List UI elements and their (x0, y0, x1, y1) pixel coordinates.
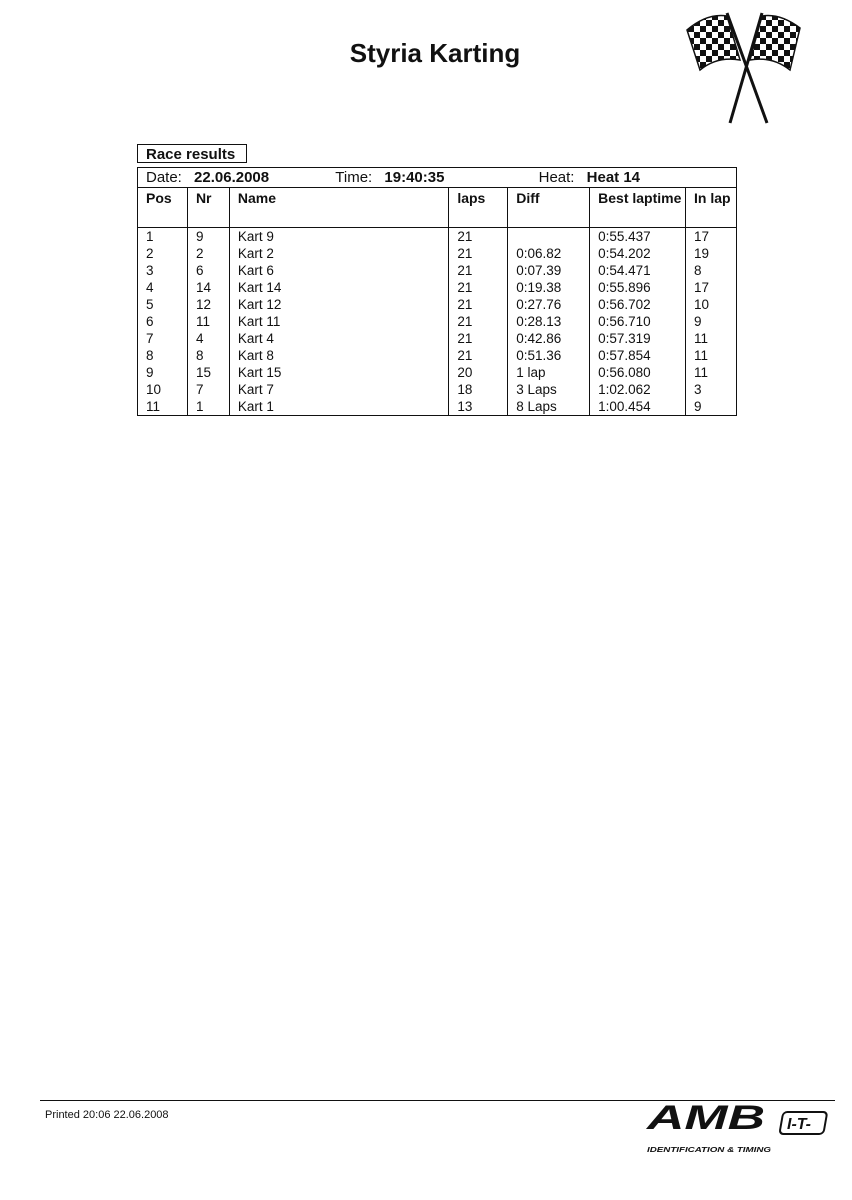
cell-laps: 21 (449, 279, 508, 296)
cell-nr: 14 (187, 279, 229, 296)
cell-name: Kart 2 (229, 245, 448, 262)
cell-best-laptime: 0:54.202 (590, 245, 686, 262)
cell-diff: 1 lap (508, 364, 590, 381)
cell-best-laptime: 1:02.062 (590, 381, 686, 398)
cell-in-lap: 17 (686, 279, 737, 296)
cell-laps: 21 (449, 313, 508, 330)
cell-pos: 11 (138, 398, 188, 416)
cell-nr: 1 (187, 398, 229, 416)
cell-laps: 21 (449, 245, 508, 262)
cell-diff: 0:51.36 (508, 347, 590, 364)
cell-diff: 0:27.76 (508, 296, 590, 313)
cell-nr: 12 (187, 296, 229, 313)
date-value: 22.06.2008 (194, 169, 270, 186)
cell-best-laptime: 0:57.854 (590, 347, 686, 364)
cell-name: Kart 4 (229, 330, 448, 347)
table-row (138, 381, 737, 398)
cell-diff: 0:06.82 (508, 245, 590, 262)
cell-pos: 4 (138, 279, 188, 296)
cell-in-lap: 10 (686, 296, 737, 313)
cell-laps: 21 (449, 262, 508, 279)
cell-diff: 0:07.39 (508, 262, 590, 279)
cell-pos: 1 (138, 228, 188, 246)
cell-best-laptime: 0:54.471 (590, 262, 686, 279)
cell-pos: 10 (138, 381, 188, 398)
footer-divider (40, 1100, 835, 1101)
col-nr: Nr (187, 188, 229, 228)
cell-name: Kart 6 (229, 262, 448, 279)
cell-name: Kart 15 (229, 364, 448, 381)
results-table (137, 167, 737, 416)
cell-name: Kart 8 (229, 347, 448, 364)
cell-pos: 9 (138, 364, 188, 381)
cell-pos: 3 (138, 262, 188, 279)
time-value: 19:40:35 (384, 169, 445, 186)
cell-pos: 8 (138, 347, 188, 364)
cell-laps: 21 (449, 347, 508, 364)
table-row (138, 398, 737, 416)
table-row (138, 313, 737, 330)
cell-diff: 8 Laps (508, 398, 590, 416)
cell-name: Kart 14 (229, 279, 448, 296)
cell-nr: 15 (187, 364, 229, 381)
cell-in-lap: 9 (686, 398, 737, 416)
cell-nr: 7 (187, 381, 229, 398)
svg-text:IDENTIFICATION & TIMING: IDENTIFICATION & TIMING (647, 1147, 772, 1154)
cell-name: Kart 11 (229, 313, 448, 330)
cell-nr: 4 (187, 330, 229, 347)
cell-diff: 3 Laps (508, 381, 590, 398)
cell-diff: 0:19.38 (508, 279, 590, 296)
table-row (138, 364, 737, 381)
col-laps: laps (449, 188, 508, 228)
table-row (138, 245, 737, 262)
cell-nr: 11 (187, 313, 229, 330)
heat-label: Heat: (538, 169, 575, 186)
info-row (138, 168, 737, 188)
cell-laps: 13 (449, 398, 508, 416)
cell-in-lap: 17 (686, 228, 737, 246)
cell-best-laptime: 0:57.319 (590, 330, 686, 347)
amb-logo (645, 1102, 835, 1158)
cell-in-lap: 11 (686, 347, 737, 364)
cell-laps: 21 (449, 330, 508, 347)
cell-name: Kart 12 (229, 296, 448, 313)
col-pos: Pos (138, 188, 188, 228)
cell-nr: 8 (187, 347, 229, 364)
col-best-laptime: Best laptime (590, 188, 686, 228)
checkered-flags-icon (682, 8, 807, 128)
cell-pos: 6 (138, 313, 188, 330)
col-name: Name (229, 188, 448, 228)
table-row (138, 330, 737, 347)
cell-best-laptime: 0:56.080 (590, 364, 686, 381)
page-title: Styria Karting (349, 38, 521, 68)
cell-best-laptime: 1:00.454 (590, 398, 686, 416)
cell-in-lap: 11 (686, 330, 737, 347)
date-label: Date: (146, 169, 182, 186)
cell-in-lap: 11 (686, 364, 737, 381)
cell-name: Kart 7 (229, 381, 448, 398)
table-row (138, 347, 737, 364)
cell-laps: 21 (449, 228, 508, 246)
cell-in-lap: 19 (686, 245, 737, 262)
cell-diff: 0:28.13 (508, 313, 590, 330)
col-in-lap: In lap (686, 188, 737, 228)
cell-laps: 20 (449, 364, 508, 381)
table-row (138, 262, 737, 279)
cell-best-laptime: 0:55.896 (590, 279, 686, 296)
cell-best-laptime: 0:56.702 (590, 296, 686, 313)
cell-nr: 9 (187, 228, 229, 246)
printed-timestamp: Printed 20:06 22.06.2008 (45, 1109, 169, 1121)
col-diff: Diff (508, 188, 590, 228)
cell-pos: 7 (138, 330, 188, 347)
cell-best-laptime: 0:55.437 (590, 228, 686, 246)
cell-nr: 2 (187, 245, 229, 262)
svg-text:AMB: AMB (645, 1102, 765, 1137)
cell-name: Kart 1 (229, 398, 448, 416)
cell-diff (508, 228, 590, 246)
section-label: Race results (137, 144, 247, 163)
cell-pos: 5 (138, 296, 188, 313)
cell-in-lap: 3 (686, 381, 737, 398)
cell-best-laptime: 0:56.710 (590, 313, 686, 330)
cell-laps: 18 (449, 381, 508, 398)
cell-diff: 0:42.86 (508, 330, 590, 347)
cell-in-lap: 9 (686, 313, 737, 330)
cell-laps: 21 (449, 296, 508, 313)
table-row (138, 296, 737, 313)
header-row (138, 188, 737, 228)
cell-in-lap: 8 (686, 262, 737, 279)
svg-text:I-T-: I-T- (787, 1116, 811, 1133)
table-row (138, 228, 737, 246)
heat-value: Heat 14 (586, 169, 641, 186)
cell-name: Kart 9 (229, 228, 448, 246)
time-label: Time: (335, 169, 373, 186)
cell-nr: 6 (187, 262, 229, 279)
table-row (138, 279, 737, 296)
cell-pos: 2 (138, 245, 188, 262)
